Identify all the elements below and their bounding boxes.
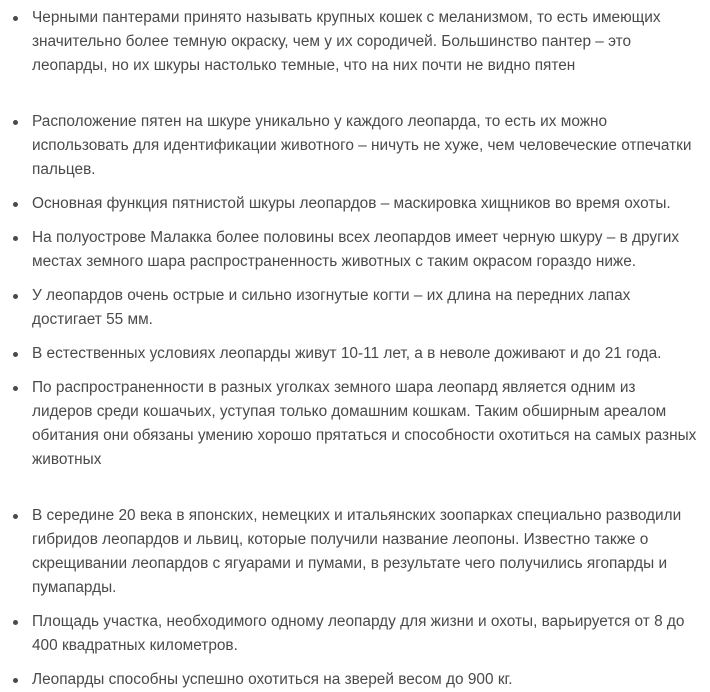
list-item (0, 226, 698, 274)
bullet-icon (13, 294, 18, 299)
list-item-text: Основная функция пятнистой шкуры леопардов – маскировка хищников во время охоты. (32, 195, 671, 212)
facts-list (0, 6, 698, 692)
list-item-text: Расположение пятен на шкуре уникально у каждого леопарда, то есть их можно использовать для идентификации животного – ничуть не хуже, чем человеческие отпечатки пальцев. (32, 113, 692, 178)
list-item-text: Черными пантерами принято называть крупных кошек с меланизмом, то есть имеющих значительно более темную окраску, чем у их сородичей. Большинство пантер – это леопарды, но их шкуры настолько темные, что на них почти не видно пятен (32, 9, 661, 74)
list-item (0, 192, 698, 216)
list-item (0, 342, 698, 366)
list-item (0, 504, 698, 600)
list-item-text: В середине 20 века в японских, немецких и итальянских зоопарках специально разводили гибридов леопардов и львиц, которые получили название леопоны. Известно также о скрещивании леопардов с ягуарами и пумами, в результате чего получились ягопарды и пумапарды. (32, 507, 682, 596)
list-item (0, 284, 698, 332)
list-item (0, 110, 698, 182)
bullet-icon (13, 386, 18, 391)
bullet-icon (13, 120, 18, 125)
bullet-icon (13, 514, 18, 519)
list-item-text: Площадь участка, необходимого одному леопарду для жизни и охоты, варьируется от 8 до 400 квадратных километров. (32, 613, 685, 654)
bullet-icon (13, 202, 18, 207)
bullet-icon (13, 678, 18, 683)
list-item (0, 610, 698, 658)
bullet-icon (13, 620, 18, 625)
list-item (0, 6, 698, 78)
list-item-text: Леопарды способны успешно охотиться на зверей весом до 900 кг. (32, 671, 513, 688)
list-item-text: В естественных условиях леопарды живут 10-11 лет, а в неволе доживают и до 21 года. (32, 345, 662, 362)
bullet-icon (13, 16, 18, 21)
list-item-text: На полуострове Малакка более половины всех леопардов имеет черную шкуру – в других местах земного шара распространенность животных с таким окрасом гораздо ниже. (32, 229, 680, 270)
bullet-icon (13, 352, 18, 357)
list-item-text: По распространенности в разных уголках земного шара леопард является одним из лидеров среди кошачьих, уступая только домашним кошкам. Таким обширным ареалом обитания они обязаны умению хорошо прятаться и способности охотиться на самых разных животных (32, 379, 697, 468)
list-item-text: У леопардов очень острые и сильно изогнутые когти – их длина на передних лапах достигает 55 мм. (32, 287, 631, 328)
bullet-icon (13, 236, 18, 241)
list-item (0, 376, 698, 472)
list-item (0, 668, 698, 692)
